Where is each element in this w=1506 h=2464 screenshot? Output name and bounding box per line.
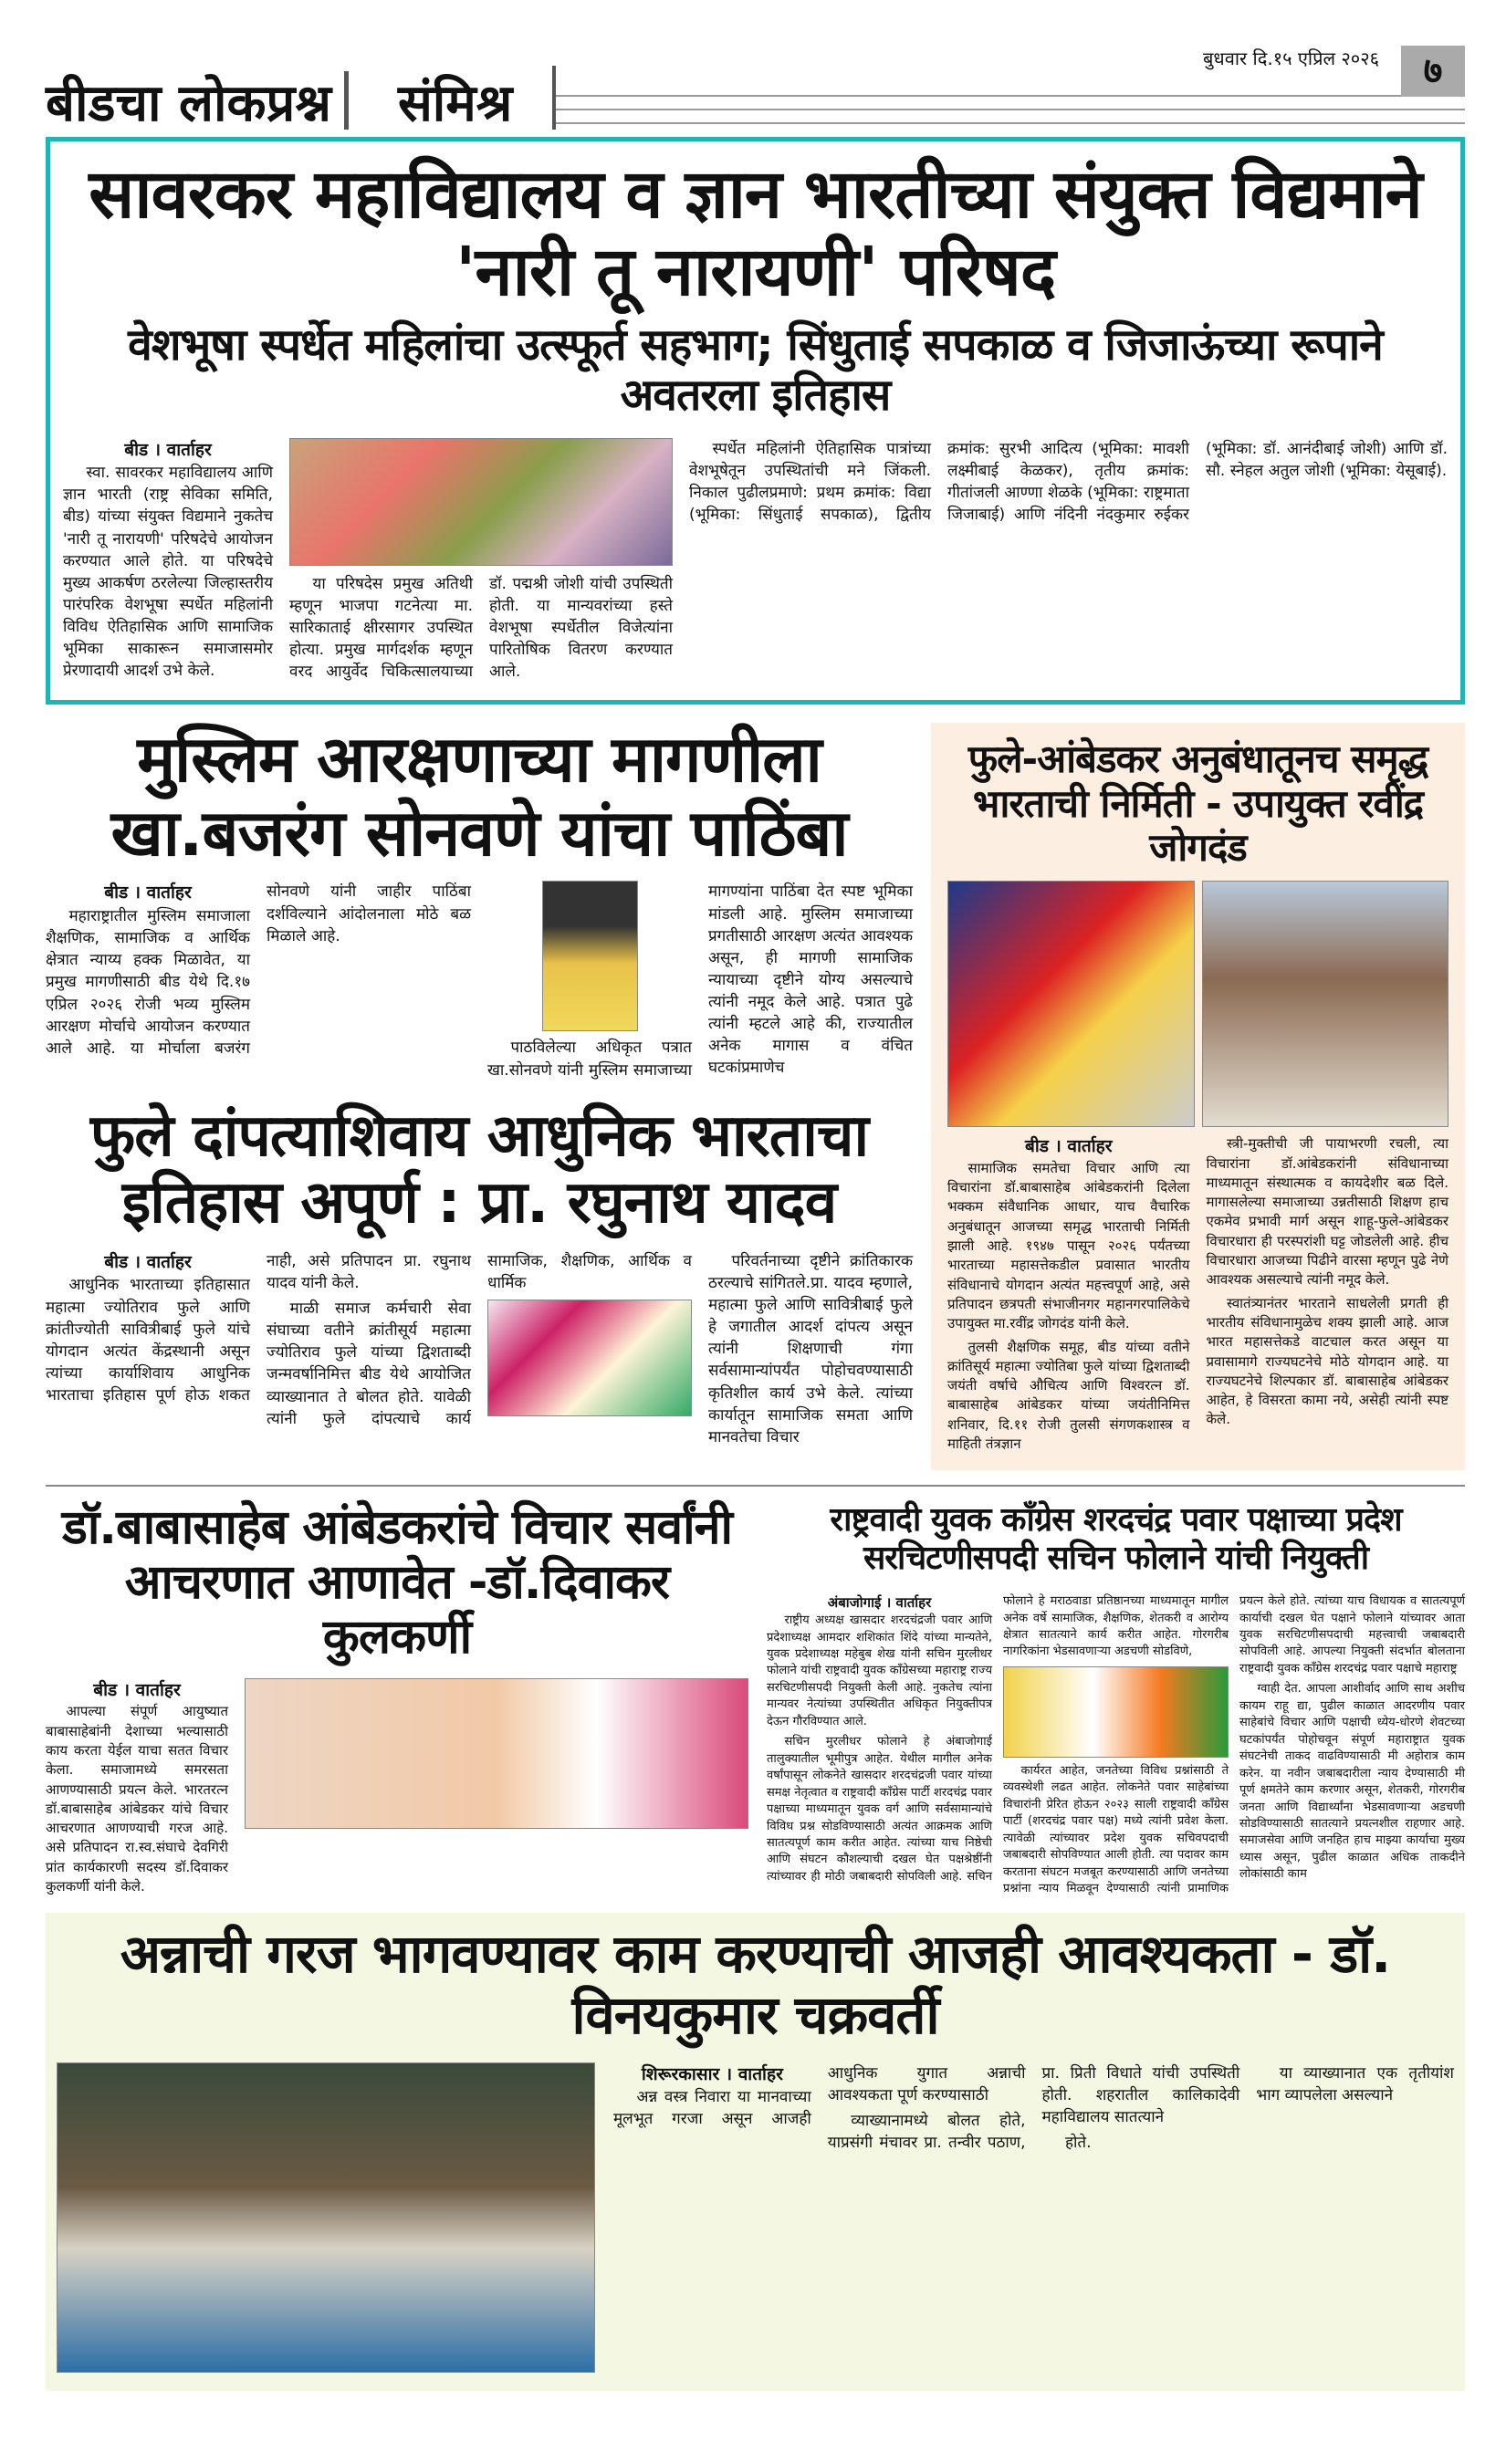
dateline: बीड । वार्ताहर	[104, 882, 192, 903]
speaker-photo	[487, 1300, 692, 1416]
paragraph: राष्ट्रीय अध्यक्ष खासदार शरदचंद्रजी पवार आणि प्रदेशाध्यक्ष आमदार शशिकांत शिंदे यांच्या मान्यतेने, युवक प्रदेशाध्यक्ष महेबुब शेख यांनी सचिन मुरलीधर फोलाने यांची राष्ट्रवादी युवक काँग्रेसच्या महाराष्ट्र राज्य सरचिटणीसपदी नियुक्ती केली आहे. नुकतेच त्यांना मान्यवर नेत्यांच्या उपस्थितीत अधिकृत नियुक्तीपत्र देऊन गौरविण्यात आले.	[767, 1613, 992, 1728]
paragraph: पाठविलेल्या अधिकृत पत्रात खा.सोनवणे यांनी मुस्लिम समाजाच्या मागण्यांना पाठिंबा देत स्पष्ट भूमिका मांडली आहे. मुस्लिम समाजाच्या प्रगतीसाठी आरक्षण अत्यंत आवश्यक असून, ही मागणी सामाजिक न्यायाच्या दृष्टीने योग्य असल्याचे त्यांनी नमूद केले आहे. पत्रात पुढे त्यांनी म्हटले आहे की, राज्यातील अनेक मागास व वंचित घटकांप्रमाणेच	[487, 882, 913, 1080]
article-photo	[289, 438, 673, 566]
paragraph: कार्यरत आहेत, जनतेच्या विविध प्रश्नांसाठी ते व्यवस्थेशी लढत आहेत. लोकनेते पवार साहेबांच्या विचारांनी प्रेरित होऊन २०२३ साली राष्ट्रवादी काँग्रेस पार्टी (शरदचंद्र पवार पक्ष) मध्ये त्यांनी प्रवेश केला. त्यावेळी त्यांच्यावर प्रदेश युवक सचिवपदाची जबाबदारी सोपविण्यात आली होती. त्या पदावर काम करताना संघटन मजबूत करण्यासाठी आणि जनतेच्या प्रश्नांना न्याय मिळवून देण्यासाठी त्यांनी प्रामाणिक प्रयत्न केले होते. त्यांच्या याच विधायक व सातत्यपूर्ण कार्याची दखल घेत पक्षाने फोलाने यांच्यावर आता युवक सरचिटणीसपदाची महत्त्वाची जबाबदारी सोपविली आहे. आपल्या नियुक्ती संदर्भात बोलताना राष्ट्रवादी युवक काँग्रेस शरदचंद्र पवार पक्षाचे महाराष्ट्र	[1003, 1594, 1465, 1896]
article-ambedkar-thoughts	[46, 1501, 748, 1900]
portrait-photo	[542, 881, 638, 1031]
headline-line1: मुस्लिम आरक्षणाच्या मागणीला	[137, 722, 821, 798]
article-phule-couple	[46, 1103, 913, 1448]
dateline: बीड । वार्ताहर	[1025, 1136, 1113, 1157]
paragraph: स्पर्धेत महिलांनी ऐतिहासिक पात्रांच्या वेशभूषेतून उपस्थितांची मने जिंकली. निकाल पुढीलप्रमाणे: प्रथम क्रमांक: विद्या (भूमिका: सिंधुताई सपकाळ), द्वितीय क्रमांक: सुरभी आदित्य (भूमिका: मावशी लक्ष्मीबाई केळकर), तृतीय क्रमांक: गीतांजली आण्णा शेळके (भूमिका: राष्ट्रमाता जिजाबाई) आणि नंदिनी नंदकुमार रुईकर (भूमिका: डॉ. आनंदीबाई जोशी) आणि डॉ. सौ. स्नेहल अतुल जोशी (भूमिका: येसूबाई).	[689, 439, 1448, 524]
paper-name: बीडचा लोकप्रश्न	[46, 74, 331, 133]
paragraph: स्वा. सावरकर महाविद्यालय आणि ज्ञान भारती (राष्ट्र सेविका समिति, बीड) यांच्या संयुक्त विद्यमाने नुकतेच 'नारी तू नारायणी' परिषदेचे आयोजन करण्यात आले होते. या परिषदेचे मुख्य आकर्षण ठरलेल्या जिल्हास्तरीय पारंपरिक वेशभूषा स्पर्धेत महिलांनी विविध ऐतिहासिक आणि सामाजिक भूमिका साकारून समाजासमोर प्रेरणादायी आदर्श उभे केले.	[63, 464, 273, 681]
appointment-photo	[1003, 1666, 1229, 1758]
paragraph: या परिषदेस प्रमुख अतिथी म्हणून भाजपा गटनेत्या मा. सारिकाताई क्षीरसागर उपस्थित होत्या. प्रमुख मार्गदर्शक म्हणून वरद आयुर्वेद चिकित्सालयाच्या डॉ. पद्मश्री जोशी यांची उपस्थिती होती. या मान्यवरांच्या हस्ते वेशभूषा स्पर्धेतील विजेत्यांना पारितोषिक वितरण करण्यात आले.	[289, 574, 673, 682]
divider	[46, 1485, 1465, 1487]
paragraph: आपल्या संपूर्ण आयुष्यात बाबासाहेबांनी देशाच्या भल्यासाठी काय करता येईल याचा सतत विचार केला. समाजामध्ये समरसता आणण्यासाठी प्रयत्न केले. भारतरत्न डॉ.बाबासाहेब आंबेडकर यांचे विचार आचरणात आणण्याची गरज आहे. असे प्रतिपादन रा.स्व.संघाचे देवगिरी प्रांत कार्यकारणी सदस्य डॉ.दिवाकर कुलकर्णी यांनी केले.	[46, 1703, 228, 1895]
divider	[344, 71, 349, 130]
event-photo	[245, 1678, 748, 1829]
article-ncp-appointment	[767, 1501, 1465, 1897]
article-food-needs	[46, 1913, 1465, 2390]
headline-line2: आचरणात आणावेत -डॉ.दिवाकर कुलकर्णी	[124, 1555, 670, 1665]
headline-line2: भारताची निर्मिती - उपायुक्त रवींद्र जोगदंड	[972, 780, 1424, 870]
issue-date: बुधवार दि.१५ एप्रिल २०२६	[1199, 46, 1383, 70]
paragraph: अन्न वस्त्र निवारा या मानवाच्या मूलभूत गरजा असून आजही आधुनिक युगात अन्नाची आवश्यकता पूर्ण करण्यासाठी	[613, 2063, 1026, 2129]
dateline: बीड । वार्ताहर	[93, 1679, 181, 1700]
dateline: अंबाजोगाई । वार्ताहर	[827, 1594, 932, 1612]
headline-line1: राष्ट्रवादी युवक काँग्रेस शरदचंद्र पवार पक्षाच्या प्रदेश	[830, 1501, 1402, 1540]
event-photo	[57, 2062, 595, 2373]
paragraph: स्त्री-मुक्तीची जी पायाभरणी रचली, त्या विचारांना डॉ.आंबेडकरांनी संविधानाच्या माध्यमातून संस्थात्मक व कायदेशीर बळ दिले. मागासलेल्या समाजाच्या उन्नतीसाठी शिक्षण हाच एकमेव प्रभावी मार्ग असून शाहू-फुले-आंबेडकर विचारधारा ही परस्परांशी घट्ट जोडलेली आहे. हीच विचारधारा आजच्या पिढीने वारसा म्हणून पुढे नेणे आवश्यक असल्याचे त्यांनी नमूद केले.	[1206, 1135, 1448, 1289]
paragraph: या व्याख्यानात एक तृतीयांश भाग व्यापलेला असल्याने	[1256, 2063, 1454, 2104]
headline-line2: इतिहास अपूर्ण : प्रा. रघुनाथ यादव	[121, 1169, 837, 1237]
article-phule-ambedkar	[931, 723, 1465, 1470]
headline: अन्नाची गरज भागवण्यावर काम करण्याची आजही आवश्यकता - डॉ. विनयकुमार चक्रवर्ती	[120, 1923, 1391, 2046]
headline-line1: फुले-आंबेडकर अनुबंधातूनच समृद्ध	[967, 736, 1428, 782]
audience-photo	[1202, 881, 1449, 1127]
article-muslim-reservation	[46, 723, 913, 1081]
paragraph: होते.	[1065, 2134, 1092, 2153]
paragraph: व्याख्यानामध्ये बोलत होते, याप्रसंगी मंचावर प्रा. तन्वीर पठाण, प्रा. प्रिती विधाते यांची उपस्थिती होती. शहरातील कालिकादेवी महाविद्यालय सातत्याने	[827, 2063, 1240, 2153]
page-number: ७	[1401, 46, 1465, 97]
paragraph: तुलसी शैक्षणिक समूह, बीड यांच्या वतीने क्रांतिसूर्य महात्मा ज्योतिबा फुले यांच्या द्विशताब्दी जयंती वर्षाचे औचित्य आणि विश्वरत्न डॉ. बाबासाहेब आंबेडकर यांच्या जयंतीनिमित्त शनिवार, दि.११ रोजी तुलसी संगणकशास्त्र व माहिती तंत्रज्ञान	[947, 1338, 1190, 1453]
dateline: शिरूरकासार । वार्ताहर	[641, 2063, 783, 2084]
headline-line1: डॉ.बाबासाहेब आंबेडकरांचे विचार सर्वांनी	[62, 1500, 732, 1556]
paragraph: आधुनिक भारताच्या इतिहासात महात्मा ज्योतिराव फुले आणि क्रांतीज्योती सावित्रीबाई फुले यांचे योगदान अत्यंत केंद्रस्थानी असून त्यांच्या कार्याशिवाय आधुनिक भारताचा इतिहास पूर्ण होऊ शकत नाही, असे प्रतिपादन प्रा. रघुनाथ यादव यांनी केले.	[46, 1251, 471, 1405]
article-nari-parishad	[46, 137, 1465, 705]
section-name: संमिश्र	[397, 74, 513, 133]
headline-line2: खा.बजरंग सोनवणे यांचा पाठिंबा	[110, 795, 848, 871]
headline-line1: फुले दांपत्याशिवाय आधुनिक भारताचा	[89, 1101, 869, 1170]
paragraph: परिवर्तनाच्या दृष्टीने क्रांतिकारक ठरल्याचे सांगितले.प्रा. यादव म्हणाले, महात्मा फुले आणि सावित्रीबाई फुले हे जगातील आदर्श दांपत्य असून त्यांनी शिक्षणाची गंगा सर्वसामान्यांपर्यंत पोहोचवण्यासाठी कृतिशील कार्य उभे केले. त्यांच्या कार्यातून सामाजिक समता आणि मानवतेचा विचार	[708, 1251, 913, 1446]
headline: सावरकर महाविद्यालय व ज्ञान भारतीच्या संयुक्त विद्यमाने 'नारी तू नारायणी' परिषद	[89, 155, 1422, 312]
masthead	[46, 46, 1465, 133]
paragraph: ग्वाही देत. आपला आशीर्वाद आणि साथ अशीच कायम राहू द्या, पुढील काळात आदरणीय पवार साहेबांचे विचार आणि पक्षाची ध्येय-धोरणे शेवटच्या घटकांपर्यंत पोहोचवून संपूर्ण महाराष्ट्रात युवक संघटनेची ताकद वाढविण्यासाठी मी अहोरात्र काम करेन. या नवीन जबाबदारीला न्याय देण्यासाठी मी पूर्ण क्षमतेने काम करणार असून, शेतकरी, गोरगरीब जनता आणि विद्यार्थ्यांना भेडसावणाऱ्या अडचणी सोडविण्यासाठी सातत्याने प्रयत्नशील राहणार आहे. समाजसेवा आणि जनहित हाच माझ्या कार्याचा मुख्य ध्यास असून, पुढील काळात अधिक ताकदीने लोकांसाठी काम	[1239, 1682, 1465, 1882]
paragraph: महाराष्ट्रातील मुस्लिम समाजाला शैक्षणिक, सामाजिक व आर्थिक क्षेत्रात न्याय्य हक्क मिळावेत, या प्रमुख मागणीसाठी बीड येथे दि.१७ एप्रिल २०२६ रोजी भव्य मुस्लिम आरक्षण मोर्चाचे आयोजन करण्यात आले आहे. या मोर्चाला बजरंग सोनवणे यांनी जाहीर पाठिंबा दर्शविल्याने आंदोलनाला मोठे बळ मिळाले आहे.	[46, 882, 471, 1058]
deck: वेशभूषा स्पर्धेत महिलांचा उत्स्फूर्त सहभाग; सिंधुताई सपकाळ व जिजाऊंच्या रूपाने अवतरला इतिहास	[128, 319, 1383, 422]
speaker-photo	[947, 881, 1195, 1127]
headline-line2: सरचिटणीसपदी सचिन फोलाने यांची नियुक्ती	[863, 1539, 1369, 1577]
paragraph: माळी समाज कर्मचारी सेवा संघाच्या वतीने क्रांतीसूर्य महात्मा ज्योतिराव फुले यांच्या द्विशताब्दी जन्मवर्षानिमित्त बीड येथे आयोजित व्याख्यानात ते बोलत होते. यावेळी त्यांनी फुले दांपत्याचे कार्य सामाजिक, शैक्षणिक, आर्थिक व धार्मिक	[267, 1251, 692, 1428]
dateline: बीड । वार्ताहर	[124, 439, 212, 460]
paragraph: स्वातंत्र्यानंतर भारताने साधलेली प्रगती ही भारतीय संविधानामुळेच शक्य झाली आहे. आज भारत महासत्तेकडे वाटचाल करत असून या प्रवासामागे राज्यघटनेचे मोठे योगदान आहे. या राज्यघटनेचे शिल्पकार डॉ. बाबासाहेब आंबेडकर आहेत, हे विसरता कामा नये, असेही त्यांनी स्पष्ट केले.	[1206, 1294, 1448, 1428]
paragraph: सामाजिक समतेचा विचार आणि त्या विचारांना डॉ.बाबासाहेब आंबेडकरांनी दिलेला भक्कम संवैधानिक आधार, याच वैचारिक अनुबंधातून आजच्या समृद्ध भारताची निर्मिती झाली आहे. १९४७ पासून २०२६ पर्यंतच्या भारताच्या महासत्तेकडील प्रवासात भारतीय संविधानाचे योगदान अत्यंत महत्त्वपूर्ण आहे, असे प्रतिपादन छत्रपती संभाजीनगर महानगरपालिकेचे उपायुक्त मा.रवींद्र जोगदंड यांनी केले.	[947, 1159, 1190, 1332]
paragraph: सचिन मुरलीधर फोलाने हे अंबाजोगाई तालुक्यातील भूमीपुत्र आहेत. येथील मागील अनेक वर्षांपासून लोकनेते खासदार शरदचंद्रजी पवार यांच्या समक्ष नेतृत्वात व राष्ट्रवादी काँग्रेस पार्टी शरदचंद्र पवार पक्षाच्या माध्यमातून युवक वर्ग आणि सर्वसामान्यांचे विविध प्रश्न सोडविण्यासाठी अत्यंत आक्रमक आणि सातत्यपूर्ण काम करीत आहेत. त्यांच्या याच निष्ठेची आणि संघटन कौशल्याची दखल घेत पक्षश्रेष्ठींनी त्यांच्यावर ही मोठी जबाबदारी सोपविली आहे. सचिन फोलाने हे मराठवाडा प्रतिष्ठानच्या माध्यमातून मागील अनेक वर्षे सामाजिक, शैक्षणिक, शेतकरी व आरोग्य क्षेत्रात सातत्याने कार्य करीत आहेत. गोरगरीब नागरिकांना भेडसावणाऱ्या अडचणी सोडविणे,	[767, 1594, 1229, 1884]
dateline: बीड । वार्ताहर	[104, 1251, 192, 1272]
